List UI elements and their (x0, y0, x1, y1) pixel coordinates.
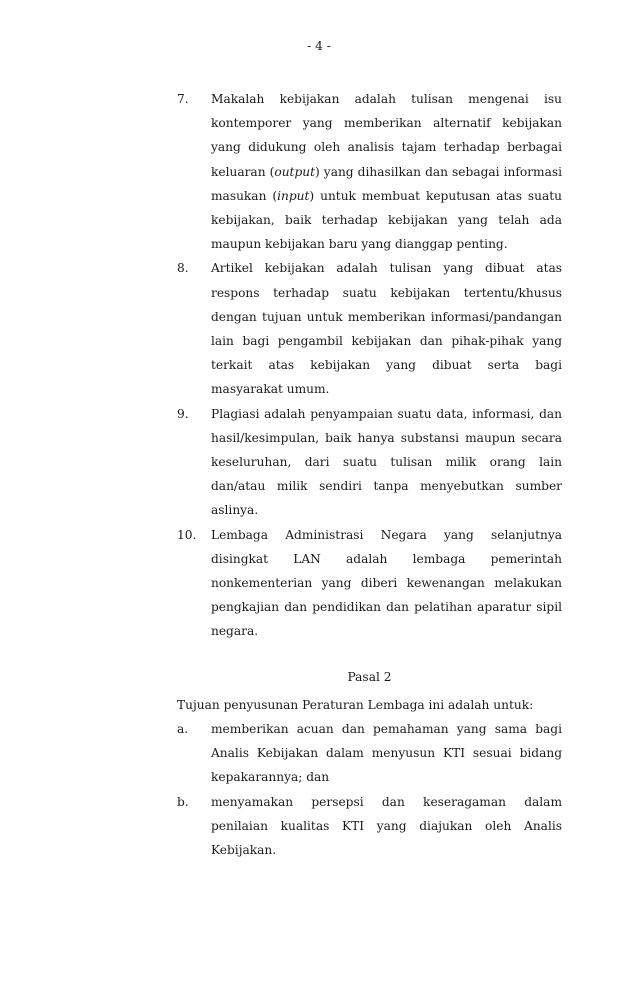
document-body (177, 87, 562, 862)
item-number: 8. (177, 261, 189, 276)
pasal-intro: Tujuan penyusunan Peraturan Lembaga ini adalah untuk: (177, 697, 534, 712)
italic-term-output: output (274, 164, 315, 179)
definition-item-7 (177, 87, 562, 256)
definition-item-8 (177, 256, 562, 401)
pasal-heading: Pasal 2 (347, 669, 392, 684)
pasal-item-a (177, 717, 562, 790)
text-segment: ) yang dihasilkan dan sebagai informasi masukan ( (211, 164, 562, 203)
item-number: 10. (177, 527, 197, 542)
text-segment: ) untuk membuat keputusan atas suatu kebijakan, baik terhadap kebijakan yang telah ada maupun kebijakan baru yang dianggap penting. (211, 188, 562, 252)
item-text: Lembaga Administrasi Negara yang selanjutnya disingkat LAN adalah lembaga pemerintah nonkementerian yang diberi kewenangan melakukan pengkajian dan pendidikan dan pelatihan aparatur sipil negara. (211, 527, 562, 639)
page-number: - 4 - (307, 39, 331, 53)
item-text: menyamakan persepsi dan keseragaman dalam penilaian kualitas KTI yang diajukan oleh Analis Kebijakan. (211, 794, 562, 858)
item-letter: a. (177, 722, 189, 737)
italic-term-input: input (277, 188, 310, 203)
item-number: 9. (177, 406, 189, 421)
item-text: Artikel kebijakan adalah tulisan yang dibuat atas respons terhadap suatu kebijakan tertentu/khusus dengan tujuan untuk memberikan informasi/pandangan lain bagi pengambil kebijakan dan pihak-pihak yang terkait atas kebijakan yang dibuat serta bagi masyarakat umum. (211, 261, 562, 397)
definition-item-9 (177, 402, 562, 523)
item-number: 7. (177, 92, 189, 106)
item-text: memberikan acuan dan pemahaman yang sama bagi Analis Kebijakan dalam menyusun KTI sesuai bidang kepakarannya; dan (211, 722, 562, 785)
definition-item-10 (177, 523, 562, 644)
pasal-item-b (177, 790, 562, 863)
item-text: Plagiasi adalah penyampaian suatu data, informasi, dan hasil/kesimpulan, baik hanya substansi maupun secara keseluruhan, dari suatu tulisan milik orang lain dan/atau milik sendiri tanpa menyebutkan sumber aslinya. (211, 406, 562, 518)
text-segment: Makalah kebijakan adalah tulisan mengenai isu kontemporer yang memberikan alternatif kebijakan yang didukung oleh analisis tajam terhadap berbagai keluaran ( (211, 92, 562, 179)
item-text (211, 87, 562, 256)
item-letter: b. (177, 794, 189, 809)
